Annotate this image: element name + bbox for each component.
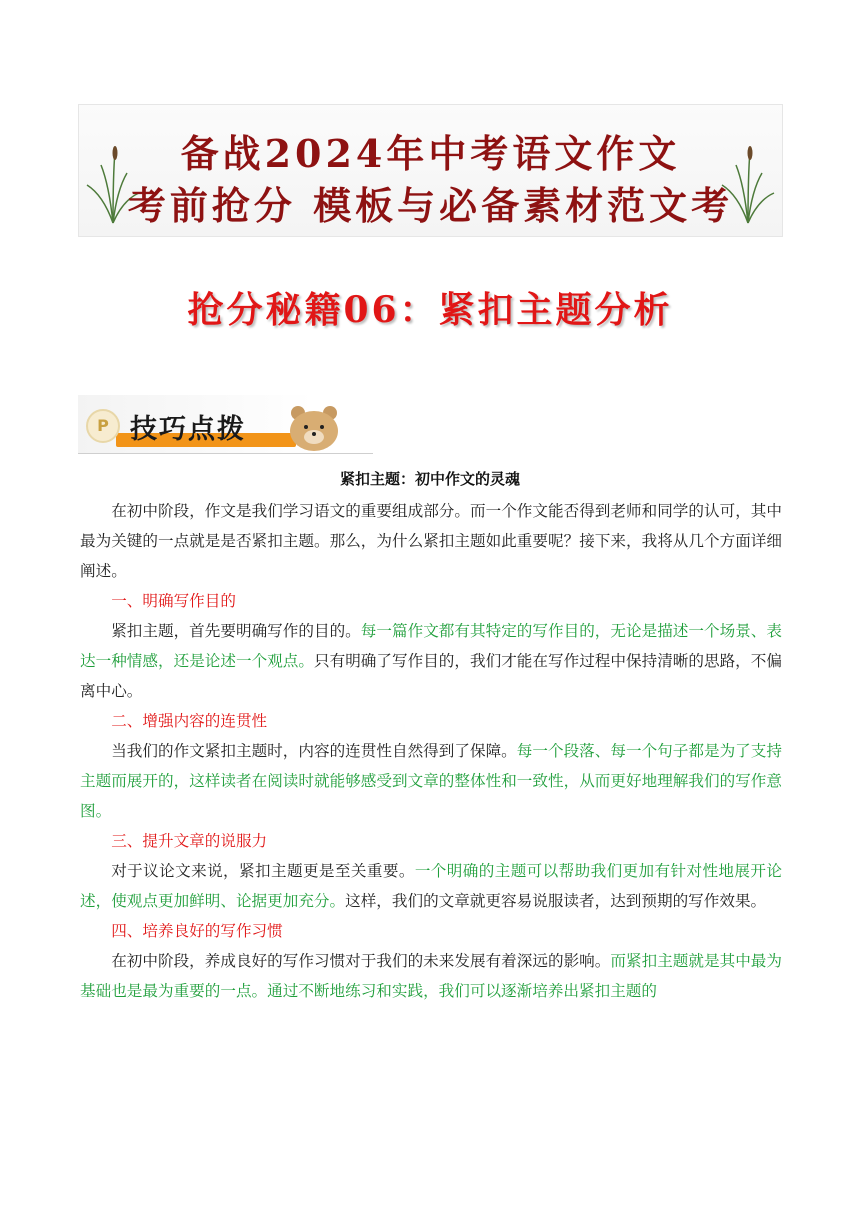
plain-text: 只有明确了写作目的，我们才能在写作过程中保持清晰的思路，不偏离中心。 — [80, 652, 782, 700]
badge-label: 技巧点拨 — [130, 414, 246, 445]
section-paragraph-1 — [80, 616, 782, 706]
section-paragraph-3 — [80, 856, 782, 916]
header-banner — [78, 104, 783, 237]
highlight-text: 每一个段落、每一个句子都是为了支持主题而展开的，这样读者在阅读时就能够感受到文章的整体性和一致性，从而更好地理解我们的写作意图。 — [80, 742, 782, 820]
section-paragraph-2 — [80, 736, 782, 826]
section-heading-2: 二、增强内容的连贯性 — [111, 712, 268, 730]
grass-decoration-icon — [718, 145, 778, 225]
section-paragraph-4 — [80, 946, 782, 1006]
main-title: 抢分秘籍06：紧扣主题分析 — [187, 289, 673, 331]
article-body — [80, 496, 782, 1006]
highlight-text: 一个明确的主题可以帮助我们更加有针对性地展开论述，使观点更加鲜明、论据更加充分。 — [80, 862, 782, 910]
intro-paragraph: 在初中阶段，作文是我们学习语文的重要组成部分。而一个作文能否得到老师和同学的认可，其中最为关键的一点就是是否紧扣主题。那么，为什么紧扣主题如此重要呢？接下来，我将从几个方面详细阐述。 — [80, 502, 782, 580]
plain-text: 当我们的作文紧扣主题时，内容的连贯性自然得到了保障。 — [111, 742, 517, 760]
highlight-text: 而紧扣主题就是其中最为基础也是最为重要的一点。通过不断地练习和实践，我们可以逐渐培养出紧扣主题的 — [80, 952, 782, 1000]
section-heading-1: 一、明确写作目的 — [111, 592, 236, 610]
section-heading-4: 四、培养良好的写作习惯 — [111, 922, 283, 940]
plain-text: 对于议论文来说，紧扣主题更是至关重要。 — [111, 862, 415, 880]
banner-line-1: 备战2024年中考语文作文 — [180, 131, 681, 176]
highlight-text: 每一篇作文都有其特定的写作目的，无论是描述一个场景、表达一种情感，还是论述一个观点。 — [80, 622, 782, 670]
plain-text: 在初中阶段，养成良好的写作习惯对于我们的未来发展有着深远的影响。 — [111, 952, 611, 970]
skill-tips-badge — [78, 395, 373, 454]
banner-line-2: 考前抢分 模板与必备素材范文考 — [127, 183, 734, 228]
article-subtitle: 紧扣主题：初中作文的灵魂 — [339, 470, 520, 488]
bear-mascot-icon — [284, 401, 344, 451]
p-coin-icon: P — [86, 409, 120, 443]
plain-text: 紧扣主题，首先要明确写作的目的。 — [111, 622, 361, 640]
section-heading-3: 三、提升文章的说服力 — [111, 832, 268, 850]
plain-text: 这样，我们的文章就更容易说服读者，达到预期的写作效果。 — [345, 892, 767, 910]
